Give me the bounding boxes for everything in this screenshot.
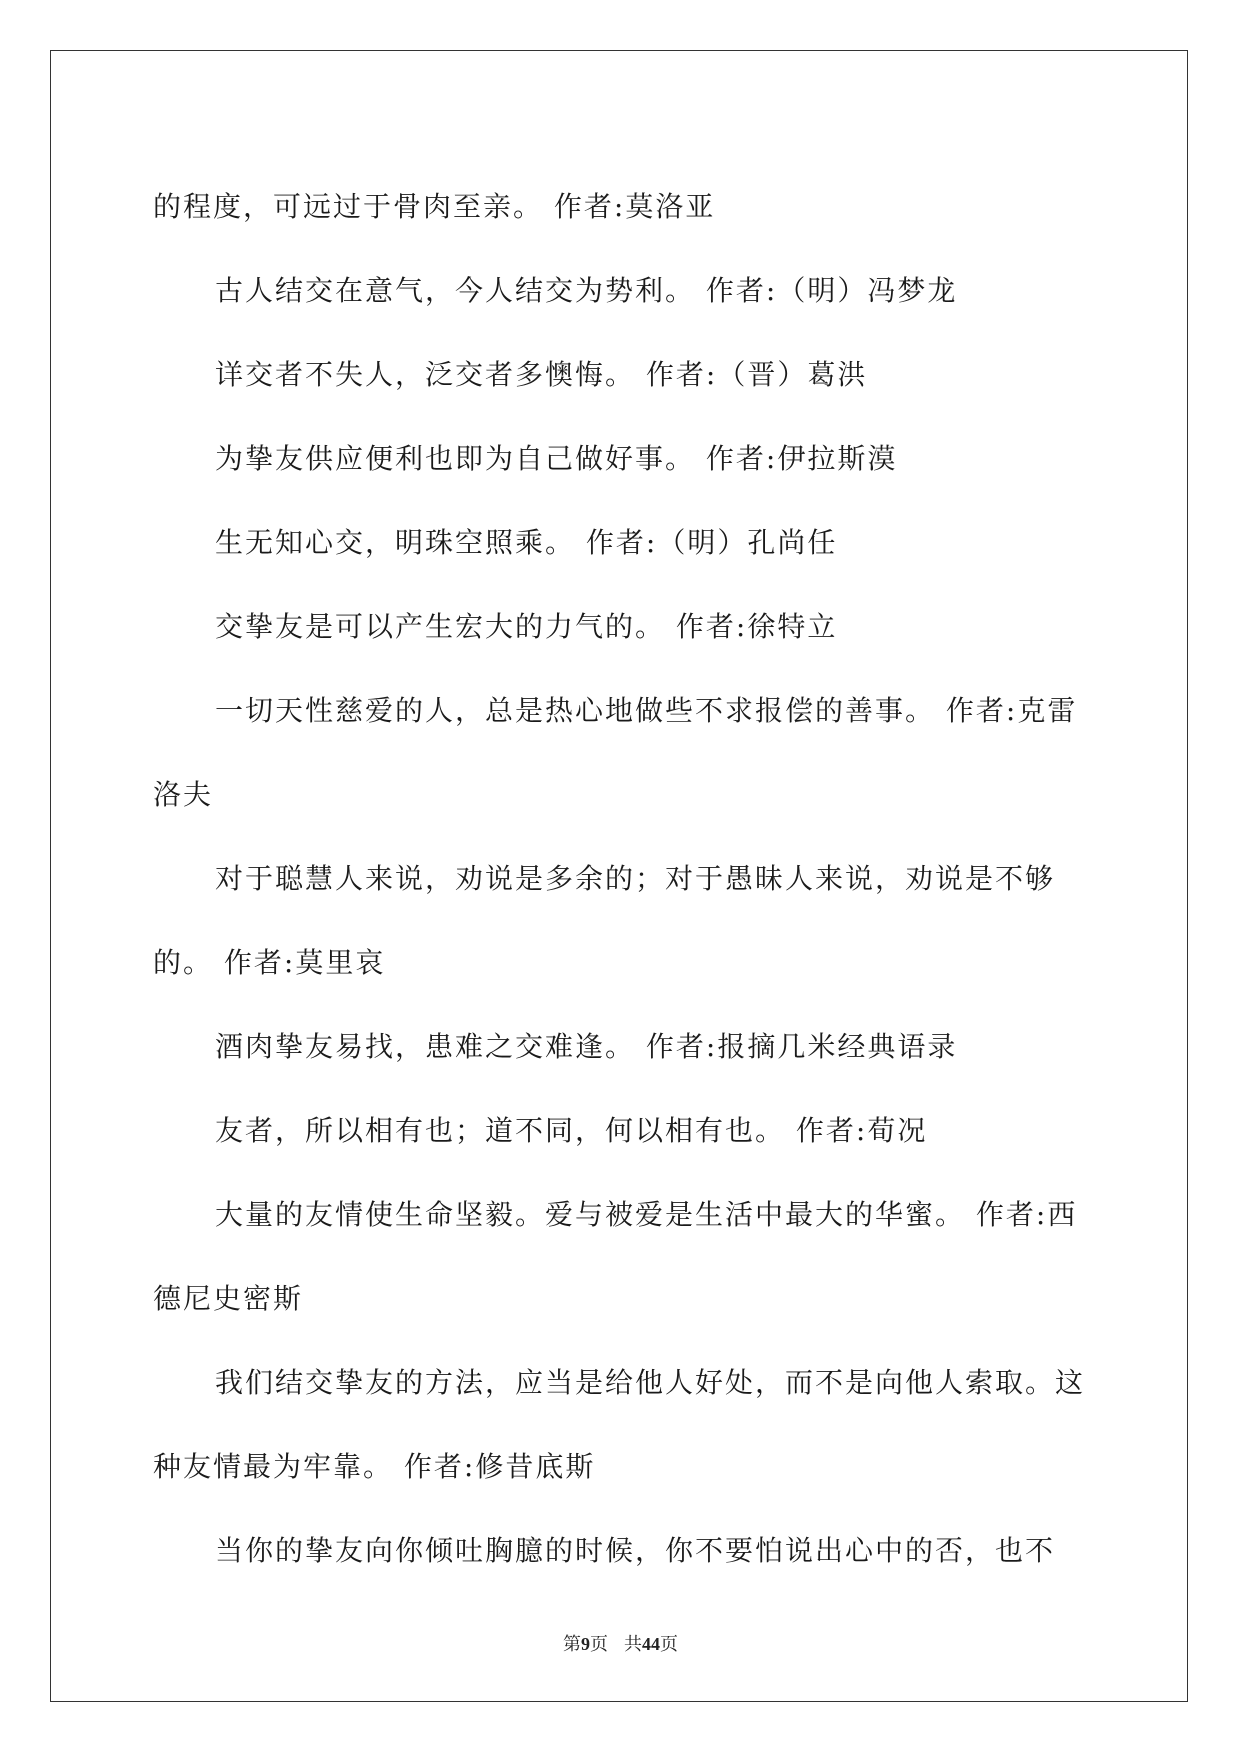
page-prefix: 第 [563,1634,581,1654]
paragraph: 当你的挚友向你倾吐胸臆的时候，你不要怕说出心中的否，也不 [215,1534,1056,1567]
paragraph: 一切天性慈爱的人，总是热心地做些不求报偿的善事。 作者:克雷洛夫 [153,694,1078,811]
page-suffix: 页 [590,1634,608,1654]
paragraph: 详交者不失人，泛交者多懊悔。 作者:（晋）葛洪 [215,358,868,391]
paragraph: 大量的友情使生命坚毅。爱与被爱是生活中最大的华蜜。 作者:西德尼史密斯 [153,1198,1078,1315]
paragraph: 的程度，可远过于骨肉至亲。 作者:莫洛亚 [153,190,716,223]
paragraph: 交挚友是可以产生宏大的力气的。 作者:徐特立 [215,610,838,643]
paragraph: 友者，所以相有也；道不同，何以相有也。 作者:荀况 [215,1114,928,1147]
document-body [153,165,1093,1593]
total-pages: 44 [642,1634,660,1654]
total-suffix: 页 [660,1634,678,1654]
paragraph: 我们结交挚友的方法，应当是给他人好处，而不是向他人索取。这种友情最为牢靠。 作者:修昔底斯 [153,1366,1086,1483]
paragraph: 古人结交在意气，今人结交为势利。 作者:（明）冯梦龙 [215,274,958,307]
page-number: 9 [581,1634,590,1654]
paragraph: 为挚友供应便利也即为自己做好事。 作者:伊拉斯漠 [215,442,898,475]
paragraph: 酒肉挚友易找，患难之交难逢。 作者:报摘几米经典语录 [215,1030,958,1063]
page-footer [0,1630,1241,1656]
paragraph: 生无知心交，明珠空照乘。 作者:（明）孔尚任 [215,526,838,559]
total-prefix: 共 [624,1634,642,1654]
paragraph: 对于聪慧人来说，劝说是多余的；对于愚昧人来说，劝说是不够的。 作者:莫里哀 [153,862,1056,979]
